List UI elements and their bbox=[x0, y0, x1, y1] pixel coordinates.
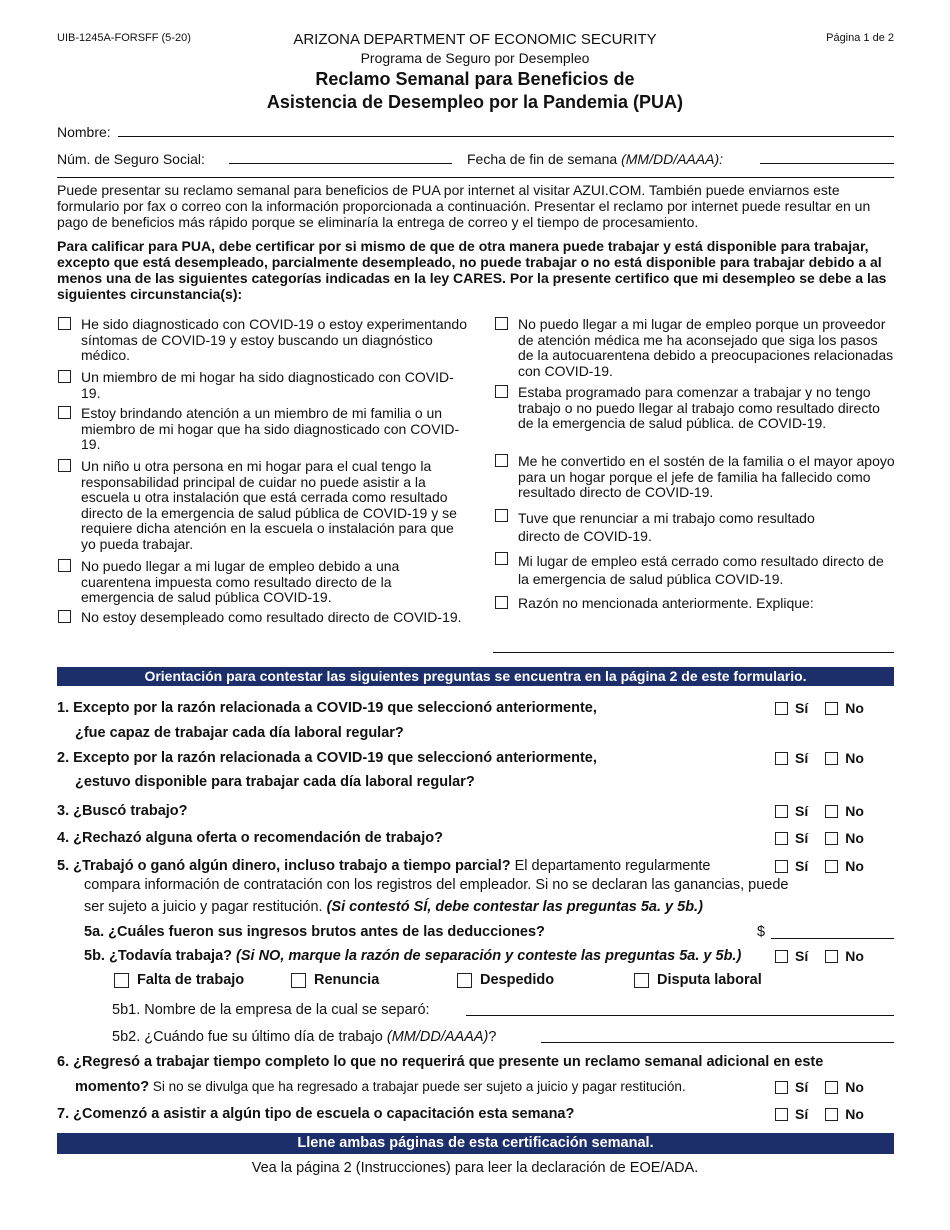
question-5-line2: compara información de contratación con los registros del empleador. Si no se declaran las ganancias, puede bbox=[84, 877, 789, 893]
checkbox[interactable] bbox=[457, 973, 472, 988]
intro-paragraph: Puede presentar su reclamo semanal para beneficios de PUA por internet al visitar AZUI.COM. También puede enviarnos este formulario por fax o correo con la información proporcionada a continuación. Presentar el reclamo por internet puede resultar en un pago de beneficios más rápido porque se eliminaría la entrega de correo y el tiempo de procesamiento. bbox=[57, 182, 871, 230]
name-label: Nombre: bbox=[57, 124, 111, 140]
yes-checkbox[interactable] bbox=[775, 702, 788, 715]
no-checkbox[interactable] bbox=[825, 805, 838, 818]
checkbox[interactable] bbox=[58, 406, 71, 419]
option-child-care[interactable]: Un niño u otra persona en mi hogar para el cual tengo la responsabilidad principal de cuidar no puede asistir a la escuela u otra instalación que está cerrada como resultado directo de la emergencia de salud pública de COVID-19 y se requiere dicha atención en la escuela o instalación para que yo pueda trabajar. bbox=[58, 459, 468, 552]
week-end-label: Fecha de fin de semana (MM/DD/AAAA): bbox=[467, 151, 723, 167]
option-scheduled-start[interactable]: Estaba programado para comenzar a trabajar y no tengo trabajo o no puedo llegar al trabajo como resultado directo de la emergencia de salud pública. de COVID-19. bbox=[495, 385, 895, 432]
checkbox[interactable] bbox=[495, 596, 508, 609]
employer-name-field[interactable] bbox=[466, 1015, 894, 1016]
reason-resignation[interactable]: Renuncia bbox=[291, 972, 379, 988]
reason-fired[interactable]: Despedido bbox=[457, 972, 554, 988]
ssn-label: Núm. de Seguro Social: bbox=[57, 151, 205, 167]
option-caring-family[interactable]: Estoy brindando atención a un miembro de mi familia o un miembro de mi hogar que ha sido diagnosticado con COVID-19. bbox=[58, 406, 468, 453]
no-checkbox[interactable] bbox=[825, 702, 838, 715]
fill-both-pages-banner: Llene ambas páginas de esta certificación semanal. bbox=[57, 1133, 894, 1154]
question-6-line2: momento? Si no se divulga que ha regresado a trabajar puede ser sujeto a juicio y pagar restitución. bbox=[75, 1079, 686, 1095]
question-4-answer[interactable]: Sí No bbox=[775, 830, 864, 846]
name-field[interactable] bbox=[118, 136, 894, 137]
form-title-line1: Reclamo Semanal para Beneficios de bbox=[315, 69, 635, 89]
no-checkbox[interactable] bbox=[825, 752, 838, 765]
reason-labor-dispute[interactable]: Disputa laboral bbox=[634, 972, 762, 988]
yes-checkbox[interactable] bbox=[775, 1081, 788, 1094]
option-diagnosed[interactable]: He sido diagnosticado con COVID-19 o estoy experimentando síntomas de COVID-19 y estoy buscando un diagnóstico médico. bbox=[58, 317, 468, 364]
question-1-answer[interactable]: Sí No bbox=[775, 700, 864, 716]
checkbox[interactable] bbox=[495, 317, 508, 330]
no-checkbox[interactable] bbox=[825, 1108, 838, 1121]
checkbox[interactable] bbox=[58, 559, 71, 572]
last-work-day-field[interactable] bbox=[541, 1042, 894, 1043]
question-5b-answer[interactable]: Sí No bbox=[775, 948, 864, 964]
divider bbox=[57, 177, 894, 178]
question-3-answer[interactable]: Sí No bbox=[775, 803, 864, 819]
yes-checkbox[interactable] bbox=[775, 1108, 788, 1121]
checkbox[interactable] bbox=[58, 459, 71, 472]
option-household-diagnosed[interactable]: Un miembro de mi hogar ha sido diagnosticado con COVID-19. bbox=[58, 370, 468, 401]
ssn-field[interactable] bbox=[229, 163, 452, 164]
gross-earnings-field[interactable] bbox=[771, 938, 894, 939]
question-5a: 5a. ¿Cuáles fueron sus ingresos brutos antes de las deducciones? bbox=[84, 924, 545, 940]
program-name: Programa de Seguro por Desempleo bbox=[360, 50, 590, 66]
yes-checkbox[interactable] bbox=[775, 950, 788, 963]
agency-name: ARIZONA DEPARTMENT OF ECONOMIC SECURITY bbox=[293, 31, 657, 48]
no-checkbox[interactable] bbox=[825, 950, 838, 963]
currency-symbol: $ bbox=[757, 924, 766, 940]
option-other-reason[interactable]: Razón no mencionada anteriormente. Explique: bbox=[495, 596, 895, 612]
form-title-line2: Asistencia de Desempleo por la Pandemia (PUA) bbox=[266, 92, 684, 112]
question-5-line3: ser sujeto a juicio y pagar restitución. (Si contestó SÍ, debe contestar las preguntas 5a. y 5b.) bbox=[84, 899, 703, 915]
checkbox[interactable] bbox=[495, 509, 508, 522]
question-4: 4. ¿Rechazó alguna oferta o recomendación de trabajo? bbox=[57, 830, 443, 846]
option-quarantine[interactable]: No puedo llegar a mi lugar de empleo debido a una cuarentena impuesta como resultado directo de la emergencia de salud pública COVID-19. bbox=[58, 559, 468, 606]
page-number: Página 1 de 2 bbox=[826, 32, 894, 44]
checkbox[interactable] bbox=[291, 973, 306, 988]
certification-paragraph: Para calificar para PUA, debe certificar por si mismo de que de otra manera puede trabajar y está disponible para trabajar, excepto que está desempleado, parcialmente desempleado, no puede trabajar o no está disponible para trabajar debido a al menos una de las siguientes categorías indicadas en la ley CARES. Por la presente certifico que mi desempleo se debe a las siguientes circunstancia(s): bbox=[57, 238, 887, 302]
checkbox[interactable] bbox=[495, 552, 508, 565]
no-checkbox[interactable] bbox=[825, 832, 838, 845]
question-6-line1: 6. ¿Regresó a trabajar tiempo completo lo que no requerirá que presente un reclamo semanal adicional en este bbox=[57, 1054, 824, 1070]
checkbox[interactable] bbox=[58, 317, 71, 330]
question-5b2: 5b2. ¿Cuándo fue su último día de trabajo (MM/DD/AAAA)? bbox=[112, 1029, 497, 1045]
checkbox[interactable] bbox=[495, 454, 508, 467]
yes-checkbox[interactable] bbox=[775, 805, 788, 818]
no-checkbox[interactable] bbox=[825, 860, 838, 873]
checkbox[interactable] bbox=[634, 973, 649, 988]
explain-field[interactable] bbox=[493, 652, 894, 653]
form-id: UIB-1245A-FORSFF (5-20) bbox=[57, 32, 191, 44]
guidance-banner: Orientación para contestar las siguientes preguntas se encuentra en la página 2 de este formulario. bbox=[57, 667, 894, 686]
yes-checkbox[interactable] bbox=[775, 752, 788, 765]
question-5b1: 5b1. Nombre de la empresa de la cual se separó: bbox=[112, 1002, 430, 1018]
question-1-line2: ¿fue capaz de trabajar cada día laboral regular? bbox=[75, 725, 404, 741]
question-2-line2: ¿estuvo disponible para trabajar cada día laboral regular? bbox=[75, 774, 475, 790]
footer-note: Vea la página 2 (Instrucciones) para leer la declaración de EOE/ADA. bbox=[251, 1160, 699, 1176]
checkbox[interactable] bbox=[58, 610, 71, 623]
option-workplace-closed[interactable]: Mi lugar de empleo está cerrado como resultado directo de la emergencia de salud pública COVID-19. bbox=[495, 552, 895, 588]
option-breadwinner[interactable]: Me he convertido en el sostén de la familia o el mayor apoyo para un hogar porque el jefe de familia ha fallecido como resultado directo de COVID-19. bbox=[495, 454, 895, 501]
question-3: 3. ¿Buscó trabajo? bbox=[57, 803, 188, 819]
question-7: 7. ¿Comenzó a asistir a algún tipo de escuela o capacitación esta semana? bbox=[57, 1106, 575, 1122]
question-5-answer[interactable]: Sí No bbox=[775, 858, 864, 874]
checkbox[interactable] bbox=[58, 370, 71, 383]
question-5-line1: 5. ¿Trabajó o ganó algún dinero, incluso trabajo a tiempo parcial? El departamento regularmente bbox=[57, 858, 711, 874]
question-2-answer[interactable]: Sí No bbox=[775, 750, 864, 766]
question-5b: 5b. ¿Todavía trabaja? (Si NO, marque la razón de separación y conteste las preguntas 5a. y 5b.) bbox=[84, 948, 742, 964]
checkbox[interactable] bbox=[495, 385, 508, 398]
option-self-quarantine[interactable]: No puedo llegar a mi lugar de empleo porque un proveedor de atención médica me ha aconsejado que siga los pasos de la autocuarentena debido a preocupaciones relacionadas con COVID-19. bbox=[495, 317, 895, 379]
question-1-line1: 1. Excepto por la razón relacionada a COVID-19 que seleccionó anteriormente, bbox=[57, 700, 597, 716]
question-2-line1: 2. Excepto por la razón relacionada a COVID-19 que seleccionó anteriormente, bbox=[57, 750, 597, 766]
no-checkbox[interactable] bbox=[825, 1081, 838, 1094]
question-6-answer[interactable]: Sí No bbox=[775, 1079, 864, 1095]
option-quit-job[interactable]: Tuve que renunciar a mi trabajo como resultado directo de COVID-19. bbox=[495, 509, 835, 545]
yes-checkbox[interactable] bbox=[775, 860, 788, 873]
checkbox[interactable] bbox=[114, 973, 129, 988]
reason-lack-of-work[interactable]: Falta de trabajo bbox=[114, 972, 244, 988]
question-7-answer[interactable]: Sí No bbox=[775, 1106, 864, 1122]
option-not-unemployed[interactable]: No estoy desempleado como resultado directo de COVID-19. bbox=[58, 610, 468, 626]
week-end-field[interactable] bbox=[760, 163, 894, 164]
yes-checkbox[interactable] bbox=[775, 832, 788, 845]
